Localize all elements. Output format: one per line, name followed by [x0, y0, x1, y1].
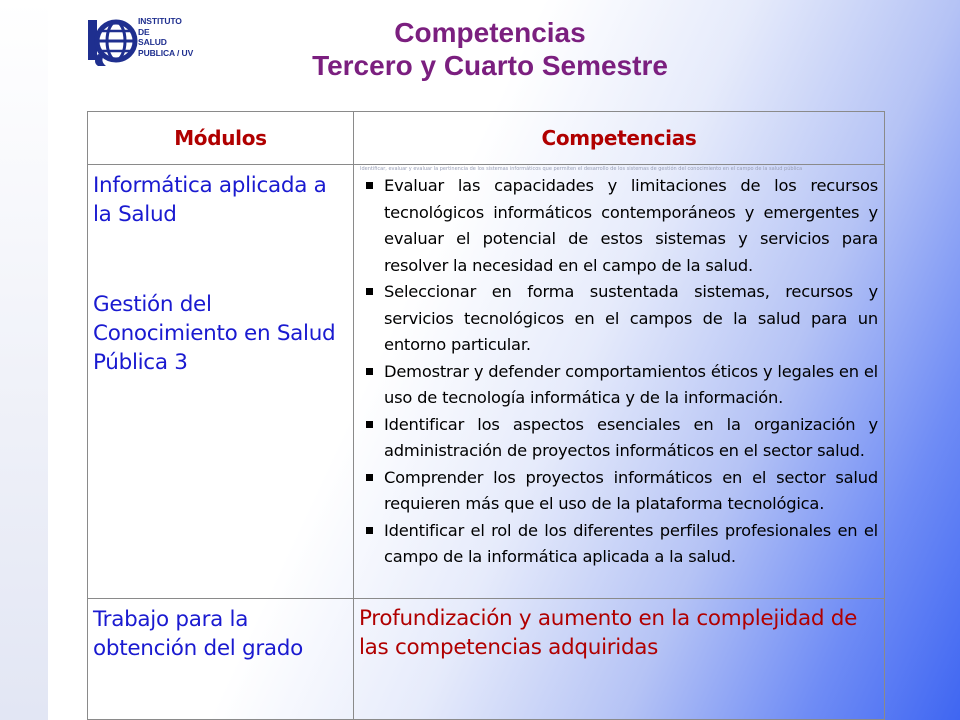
table-row [88, 165, 885, 599]
title-line-1: Competencias [394, 17, 586, 48]
table-row [88, 599, 885, 720]
competencies-list [354, 173, 884, 571]
page-title [200, 16, 780, 82]
left-decor-strip [0, 0, 48, 720]
module-name: Informática aplicada a la Salud [93, 173, 327, 227]
header-modules: Módulos [88, 112, 354, 165]
module-name: Gestión del Conocimiento en Salud Pública 3 [93, 292, 336, 375]
competencies-cell [354, 599, 885, 720]
header-competencies: Competencias [354, 112, 885, 165]
title-line-2: Tercero y Cuarto Semestre [312, 50, 668, 81]
modules-cell [88, 599, 354, 720]
tiny-note: Identificar, evaluar y evaluar la pertinencia de los sistemas informáticos que permiten el desarrollo de los sistemas de gestión del conocimiento en el campo de la salud pública [360, 166, 803, 172]
list-item: Identificar el rol de los diferentes perfiles profesionales en el campo de la informática aplicada a la salud. [362, 518, 878, 571]
modules-list [88, 165, 353, 377]
list-item: Seleccionar en forma sustentada sistemas, recursos y servicios tecnológicos en el campos de la salud para un entorno particular. [362, 279, 878, 359]
list-item: Demostrar y defender comportamientos éticos y legales en el uso de tecnología informática y de la información. [362, 359, 878, 412]
logo-line: INSTITUTO [138, 16, 182, 26]
list-item: Comprender los proyectos informáticos en el sector salud requieren más que el uso de la plataforma tecnológica. [362, 465, 878, 518]
modules-cell [88, 165, 354, 599]
logo-text [138, 16, 193, 58]
list-item: Identificar los aspectos esenciales en la organización y administración de proyectos informáticos en el sector salud. [362, 412, 878, 465]
competencies-table [87, 111, 885, 720]
logo-line: SALUD [138, 37, 167, 47]
logo-line: DE [138, 26, 150, 37]
list-item: Evaluar las capacidades y limitaciones de los recursos tecnológicos informáticos contemporáneos y emergentes y evaluar el potencial de estos sistemas y servicios para resolver la necesidad en el campo de la salud. [362, 173, 878, 279]
institute-logo [86, 14, 196, 72]
globe-logo-icon [86, 14, 138, 68]
competency-text: Profundización y aumento en la complejidad de las competencias adquiridas [359, 606, 858, 660]
competencies-cell [354, 165, 885, 599]
module-name: Trabajo para la obtención del grado [93, 607, 303, 661]
table-header-row [88, 112, 885, 165]
logo-line: PUBLICA / UV [138, 47, 194, 58]
